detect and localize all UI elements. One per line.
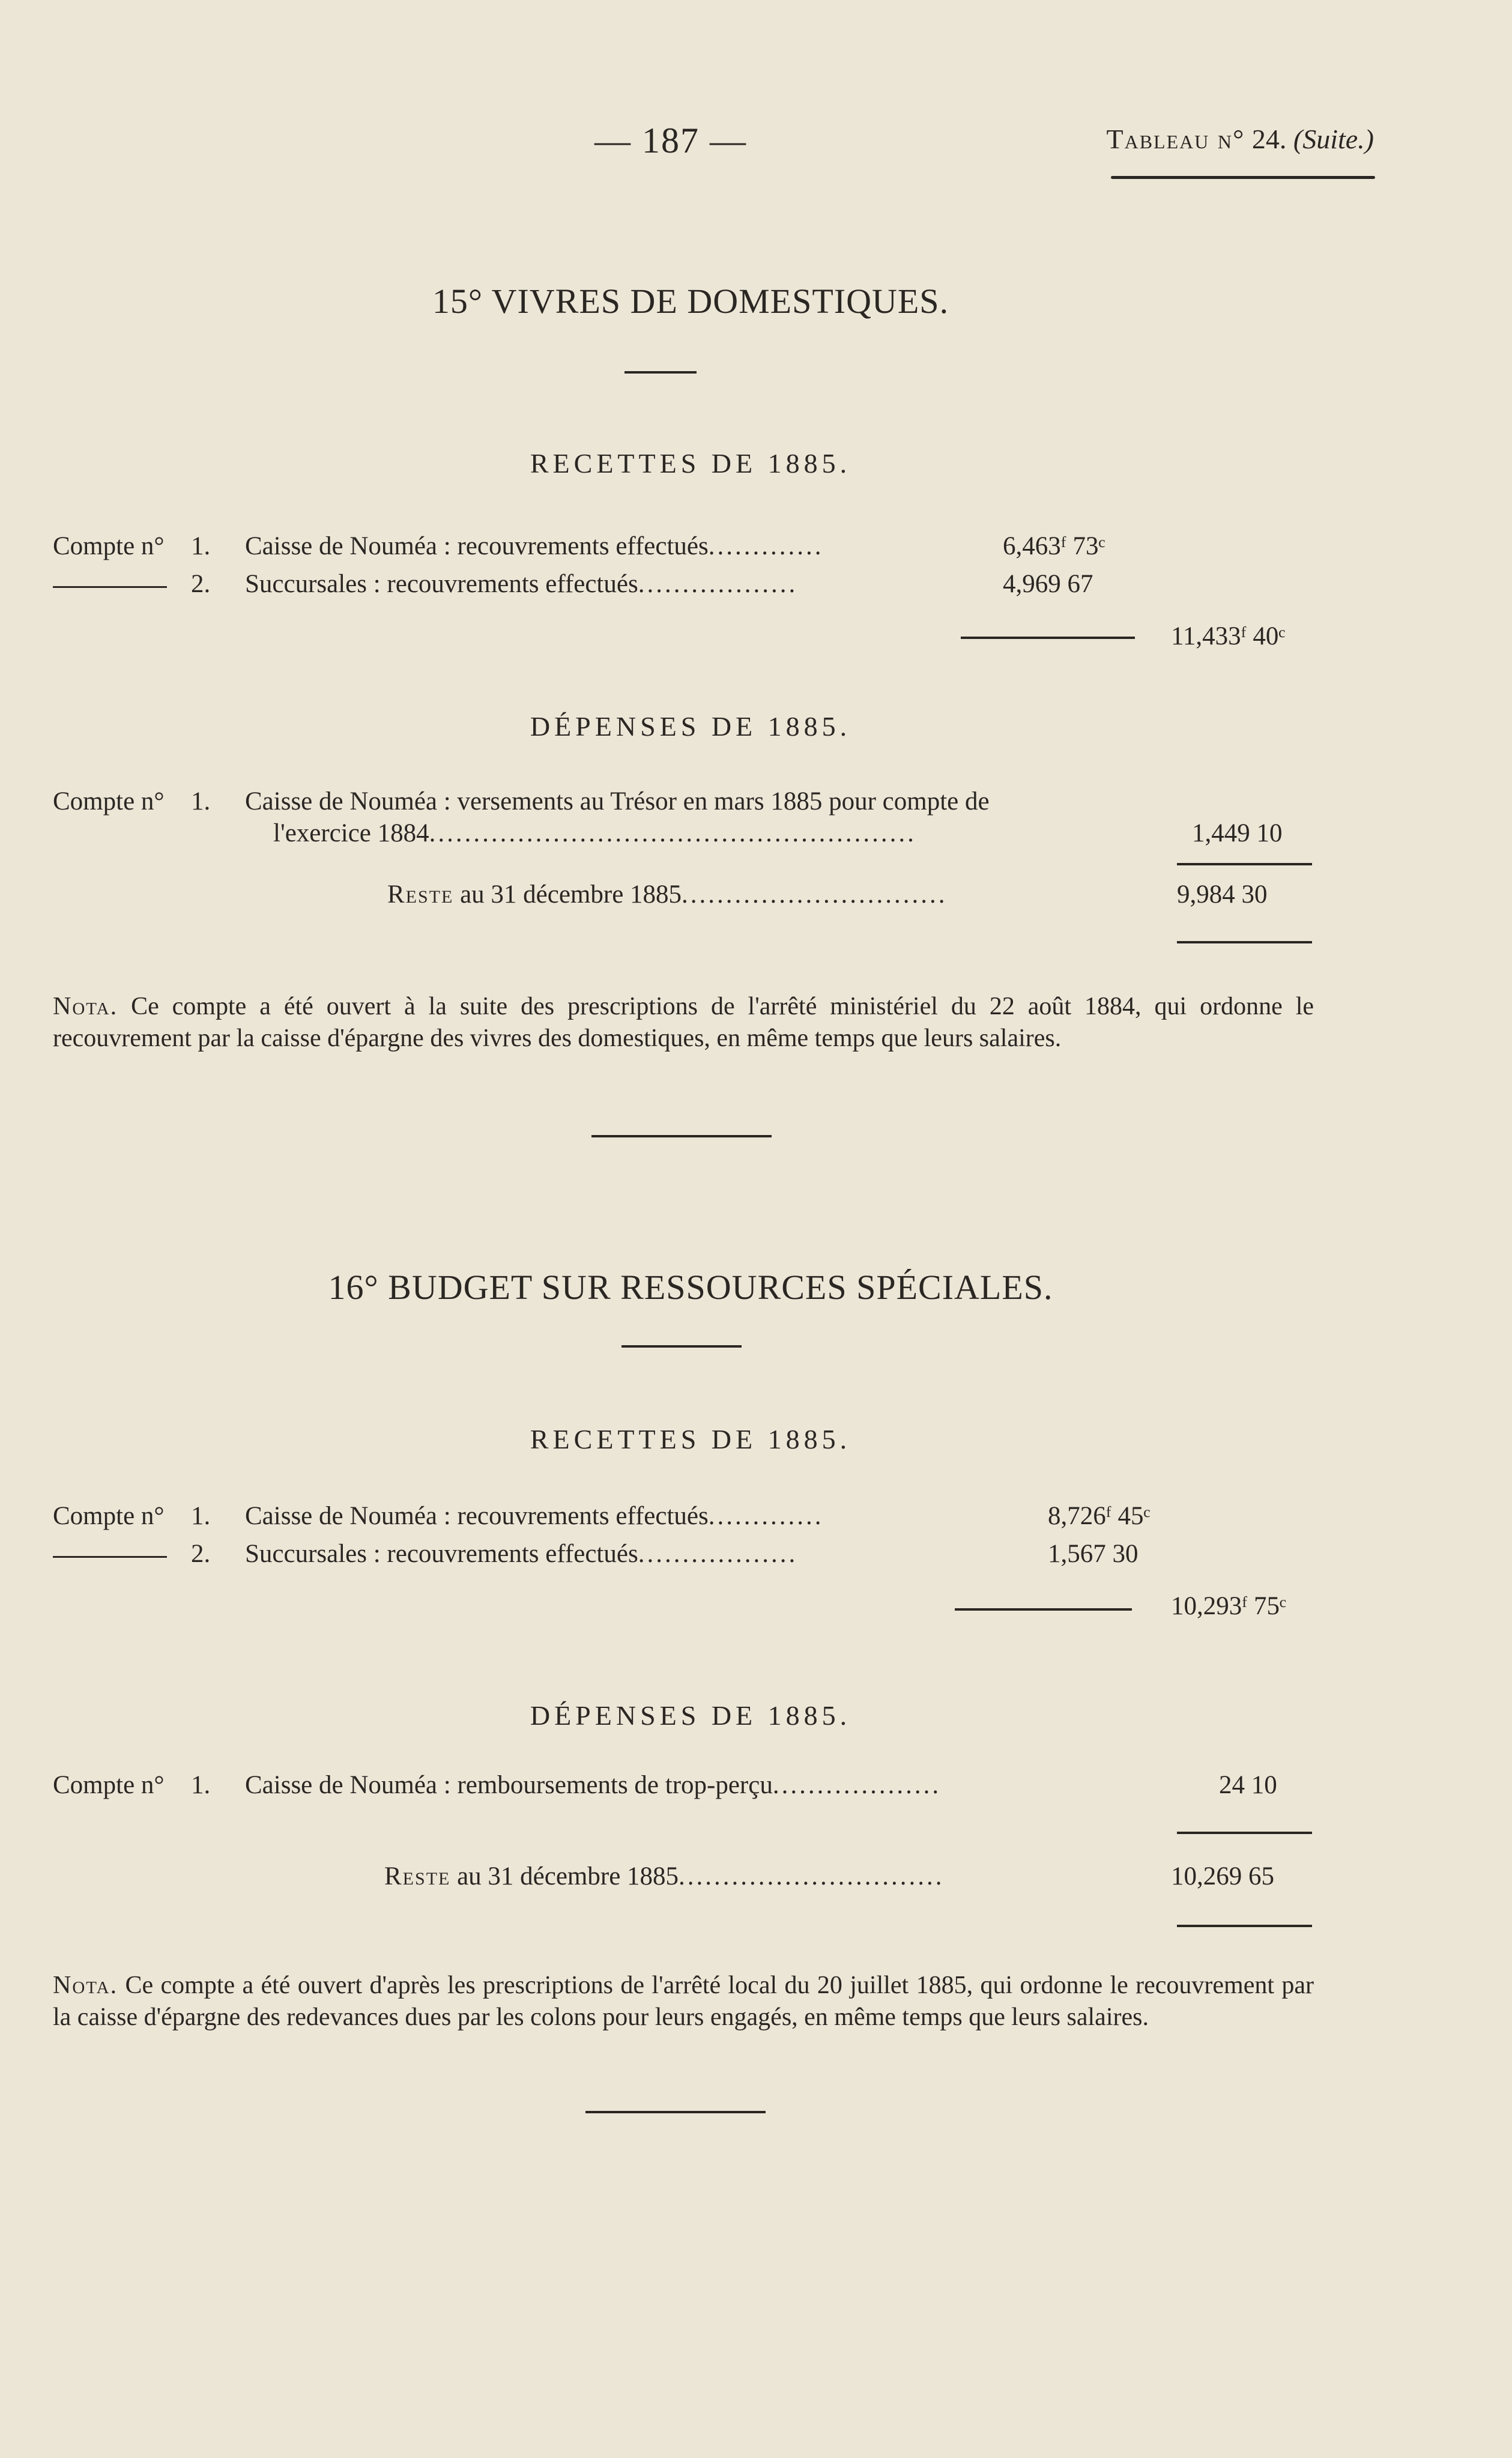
section-15-title: 15° VIVRES DE DOMESTIQUES. [432,282,949,321]
account-number: 2. [191,570,211,598]
section-16-reste-row [0,1862,1512,1898]
account-label: Compte n° [53,532,165,560]
row-amount: 24 10 [1219,1771,1277,1799]
section-16-recettes-total-row [0,1591,1512,1627]
row-amount: 1,567 30 [1048,1540,1139,1568]
section-16-recette-row-1 [0,1501,1512,1537]
account-label: Compte n° [53,1771,165,1799]
section-15-depenses-heading: DÉPENSES DE 1885. [530,711,851,742]
reste-label: Reste au 31 décembre 1885.............................. [384,1862,945,1890]
reste-amount: 9,984 30 [1177,880,1268,909]
ditto-dash [53,1556,167,1558]
section-16-title-rule [621,1345,742,1348]
section-15-depense-row-1-cont [0,819,1512,855]
tableau-number: 24. [1251,124,1287,154]
recettes-total: 11,433ᶠ 40ᶜ [1171,622,1286,650]
row-description: Caisse de Nouméa : remboursements de trop-perçu................... [245,1771,942,1799]
end-rule [585,2111,766,2113]
row-amount: 1,449 10 [1192,819,1283,847]
section-15-recette-row-1 [0,531,1512,568]
section-15-recettes-heading: RECETTES DE 1885. [530,448,851,479]
account-number: 2. [191,1540,211,1568]
section-16-recettes-heading: RECETTES DE 1885. [530,1424,851,1455]
account-number: 1. [191,532,211,560]
section-15-nota [53,991,1314,1055]
header-rule [1111,176,1375,179]
depenses-rule [1177,1832,1312,1834]
row-description: Caisse de Nouméa : recouvrements effectués............. [245,1502,824,1530]
nota-text: Ce compte a été ouvert à la suite des prescriptions de l'arrêté ministériel du 22 août 1884, qui ordonne le recouvrement par la caisse d'épargne des vivres des domestiques, en même temps que leurs salaires. [53,993,1314,1052]
row-amount: 8,726ᶠ 45ᶜ [1048,1502,1151,1530]
row-amount: 6,463ᶠ 73ᶜ [1003,532,1105,560]
row-amount: 4,969 67 [1003,570,1093,598]
nota-text: Ce compte a été ouvert d'après les prescriptions de l'arrêté local du 20 juillet 1885, qui ordonne le recouvrement par la caisse d'épargne des redevances dues par les colons pour leurs engagés, en même temps que leurs salaires. [53,1972,1314,2031]
account-number: 1. [191,1771,211,1799]
row-description-line-2: l'exercice 1884....................................................... [273,819,916,847]
tableau-reference [1107,123,1374,155]
row-description: Caisse de Nouméa : recouvrements effectués............. [245,532,824,560]
reste-label: Reste au 31 décembre 1885.............................. [387,880,948,909]
depenses-rule [1177,863,1312,865]
row-description: Succursales : recouvrements effectués.................. [245,1540,798,1568]
section-15-depense-row-1 [0,787,1512,823]
section-15-title-rule [624,371,697,374]
section-16-recette-row-2 [0,1539,1512,1575]
account-label: Compte n° [53,787,165,816]
account-number: 1. [191,787,211,816]
account-label: Compte n° [53,1502,165,1530]
page-number: — 187 — [594,121,747,160]
reste-rule [1177,941,1312,943]
account-number: 1. [191,1502,211,1530]
section-16-title: 16° BUDGET SUR RESSOURCES SPÉCIALES. [328,1268,1053,1307]
section-15-recettes-total-row [0,622,1512,658]
reste-rule [1177,1925,1312,1927]
recettes-total: 10,293ᶠ 75ᶜ [1171,1592,1286,1620]
row-description: Succursales : recouvrements effectués.................. [245,570,798,598]
section-15-recette-row-2 [0,569,1512,605]
nota-label: Nota. [53,1972,118,1999]
ditto-dash [53,586,167,588]
reste-amount: 10,269 65 [1171,1862,1274,1890]
nota-label: Nota. [53,993,118,1020]
section-16-depense-row-1 [0,1770,1512,1806]
tableau-label: Tableau n° [1106,124,1245,154]
section-16-nota [53,1970,1314,2033]
section-15-reste-row [0,880,1512,916]
tableau-suite: (Suite.) [1293,124,1374,154]
section-separator-rule [591,1135,772,1137]
row-description-line-1: Caisse de Nouméa : versements au Trésor en mars 1885 pour compte de [245,787,990,816]
section-16-depenses-heading: DÉPENSES DE 1885. [530,1700,851,1731]
